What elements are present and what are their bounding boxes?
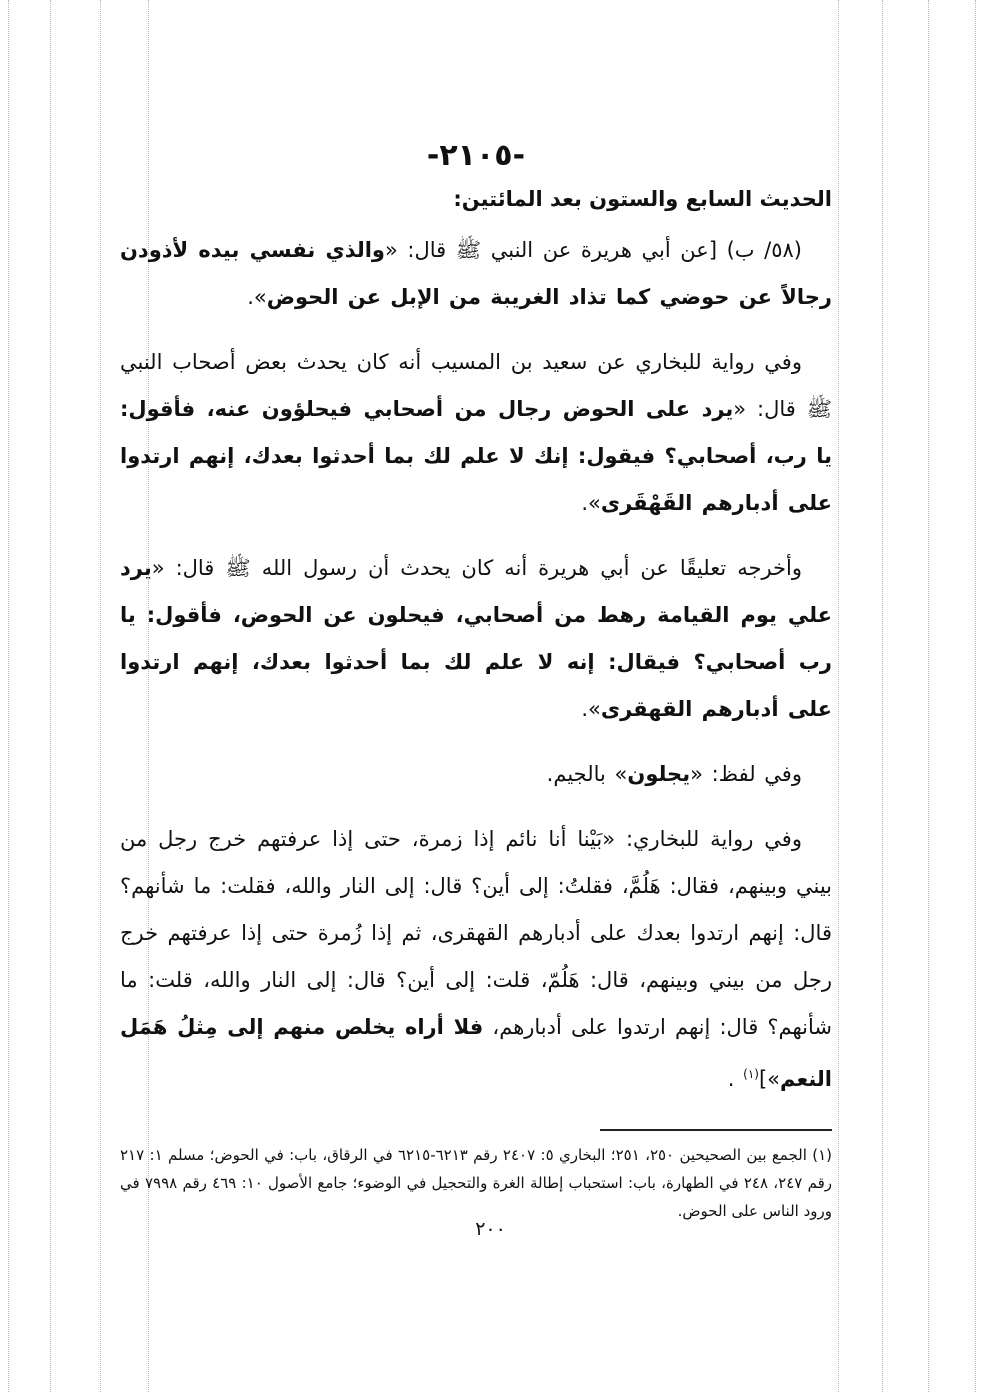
running-header: -٢١٠٥-	[426, 138, 526, 173]
page-number: ٢٠٠	[475, 1218, 506, 1240]
book-page	[120, 138, 832, 1225]
body-text	[120, 227, 832, 1103]
paragraph	[120, 227, 832, 321]
paragraph	[120, 339, 832, 527]
hadith-text-bold: والذي نفسي بيده لأذودن رجالاً عن حوضي كما تذاد الغريبة من الإبل عن الحوض	[120, 238, 832, 309]
text-run: وفي لفظ: «	[690, 762, 802, 786]
text-run: » بالجيم.	[546, 762, 628, 786]
text-run: ».	[581, 697, 601, 721]
footnote-divider	[600, 1129, 832, 1131]
scan-guide-line	[100, 0, 101, 1392]
hadith-text-bold: يرد على الحوض رجال من أصحابي فيحلؤون عنه، فأقول: يا رب، أصحابي؟ فيقول: إنك لا علم لك بما أحدثوا بعدك، إنهم ارتدوا على أدبارهم القَهْقَرى	[120, 397, 832, 515]
text-run: ».	[581, 491, 601, 515]
text-run: ».	[247, 285, 267, 309]
hadith-text-bold: فلا أراه يخلص منهم إلى مِثلُ هَمَل النعم	[120, 1015, 832, 1091]
text-run: »]	[758, 1067, 781, 1091]
text-run: وأخرجه تعليقًا عن أبي هريرة أنه كان يحدث أن رسول الله ﷺ قال: «	[151, 556, 802, 580]
hadith-text-bold: يجلون	[627, 762, 691, 786]
scan-guide-line	[928, 0, 929, 1392]
paragraph	[120, 545, 832, 733]
scan-guide-line	[50, 0, 51, 1392]
scan-guide-line	[8, 0, 9, 1392]
text-run: .	[727, 1067, 744, 1091]
scan-guide-line	[882, 0, 883, 1392]
hadith-text-bold: يرد علي يوم القيامة رهط من أصحابي، فيحلون عن الحوض، فأقول: يا رب أصحابي؟ فيقال: إنه لا علم لك بما أحدثوا بعدك، إنهم ارتدوا على أدبارهم القهقرى	[120, 556, 832, 721]
paragraph	[120, 751, 832, 798]
scan-guide-line	[838, 0, 839, 1392]
text-run: وفي رواية للبخاري عن سعيد بن المسيب أنه كان يحدث بعض أصحاب النبي ﷺ قال: «	[120, 350, 832, 421]
footnote: (١) الجمع بين الصحيحين ٢٥٠، ٢٥١؛ البخاري ٥: ٢٤٠٧ رقم ٦٢١٣-٦٢١٥ في الرقاق، باب: في الحوض؛ مسلم ١: ٢١٧ رقم ٢٤٧، ٢٤٨ في الطهارة، باب: استحباب إطالة الغرة والتحجيل في الوضوء؛ جامع الأصول ١٠: ٤٦٩ رقم ٧٩٩٨ في ورود الناس على الحوض.	[120, 1146, 833, 1220]
text-run: وفي رواية للبخاري: «بَيْنا أنا نائم إذا زمرة، حتى إذا عرفتهم خرج رجل من بيني وبينهم، فقال: هَلُمَّ، فقلتُ: إلى أين؟ قال: إلى النار والله، فقلت: ما شأنهم؟ قال: إنهم ارتدوا بعدك على أدبارهم القهقرى، ثم إذا زُمرة حتى إذا عرفتهم خرج رجل من بيني وبينهم، قال: هَلُمّ، قلت: إلى أين؟ قال: إلى النار والله، قلت: ما شأنهم؟ قال: إنهم ارتدوا على أدبارهم،	[120, 827, 832, 1039]
text-run: (٥٨/ ب) [عن أبي هريرة عن النبي ﷺ قال: «	[384, 238, 802, 262]
section-title: الحديث السابع والستون بعد المائتين:	[453, 187, 832, 211]
paragraph	[120, 816, 832, 1103]
footnote-marker: (١)	[743, 1067, 759, 1081]
scan-guide-line	[975, 0, 976, 1392]
